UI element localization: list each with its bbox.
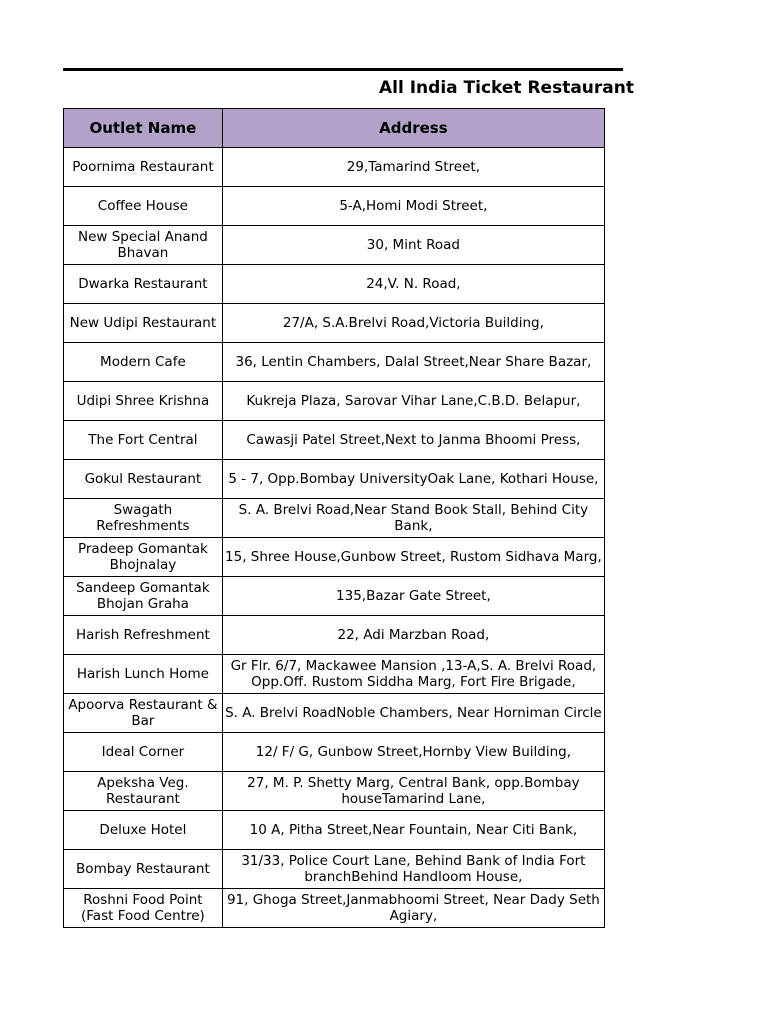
table-row — [64, 733, 605, 772]
top-border-rule — [63, 68, 623, 71]
page-title: All India Ticket Restaurant — [379, 78, 634, 98]
table-row — [64, 850, 605, 889]
address-cell: 135,Bazar Gate Street, — [222, 577, 604, 616]
table-row — [64, 265, 605, 304]
outlet-name-cell: Roshni Food Point (Fast Food Centre) — [64, 889, 223, 928]
address-cell: 31/33, Police Court Lane, Behind Bank of India Fort branchBehind Handloom House, — [222, 850, 604, 889]
table-row — [64, 499, 605, 538]
address-cell: 29,Tamarind Street, — [222, 148, 604, 187]
table-row — [64, 187, 605, 226]
table-row — [64, 694, 605, 733]
outlet-name-cell: Udipi Shree Krishna — [64, 382, 223, 421]
table-row — [64, 811, 605, 850]
address-cell: 91, Ghoga Street,Janmabhoomi Street, Near Dady Seth Agiary, — [222, 889, 604, 928]
outlet-name-cell: Apoorva Restaurant & Bar — [64, 694, 223, 733]
outlet-name-cell: Poornima Restaurant — [64, 148, 223, 187]
address-cell: S. A. Brelvi RoadNoble Chambers, Near Horniman Circle — [222, 694, 604, 733]
column-header-outlet-name: Outlet Name — [64, 109, 223, 148]
address-cell: 10 A, Pitha Street,Near Fountain, Near Citi Bank, — [222, 811, 604, 850]
table-row — [64, 226, 605, 265]
outlet-name-cell: Deluxe Hotel — [64, 811, 223, 850]
address-cell: 12/ F/ G, Gunbow Street,Hornby View Building, — [222, 733, 604, 772]
table-row — [64, 655, 605, 694]
table-row — [64, 772, 605, 811]
address-cell: 22, Adi Marzban Road, — [222, 616, 604, 655]
outlet-name-cell: Harish Lunch Home — [64, 655, 223, 694]
address-cell: 5 - 7, Opp.Bombay UniversityOak Lane, Kothari House, — [222, 460, 604, 499]
address-cell: 27, M. P. Shetty Marg, Central Bank, opp.Bombay houseTamarind Lane, — [222, 772, 604, 811]
table-row — [64, 304, 605, 343]
table-row — [64, 421, 605, 460]
table-row — [64, 538, 605, 577]
address-cell: 5-A,Homi Modi Street, — [222, 187, 604, 226]
outlet-table — [63, 108, 605, 928]
outlet-name-cell: Apeksha Veg. Restaurant — [64, 772, 223, 811]
outlet-name-cell: Ideal Corner — [64, 733, 223, 772]
outlet-name-cell: Swagath Refreshments — [64, 499, 223, 538]
address-cell: Gr Flr. 6/7, Mackawee Mansion ,13-A,S. A. Brelvi Road, Opp.Off. Rustom Siddha Marg, Fort Fire Brigade, — [222, 655, 604, 694]
outlet-name-cell: Coffee House — [64, 187, 223, 226]
address-cell: 15, Shree House,Gunbow Street, Rustom Sidhava Marg, — [222, 538, 604, 577]
table-row — [64, 616, 605, 655]
table-row — [64, 382, 605, 421]
table-row — [64, 460, 605, 499]
outlet-name-cell: The Fort Central — [64, 421, 223, 460]
address-cell: Kukreja Plaza, Sarovar Vihar Lane,C.B.D. Belapur, — [222, 382, 604, 421]
table-header-row — [64, 109, 605, 148]
outlet-name-cell: Modern Cafe — [64, 343, 223, 382]
table-row — [64, 577, 605, 616]
column-header-address: Address — [222, 109, 604, 148]
address-cell: S. A. Brelvi Road,Near Stand Book Stall, Behind City Bank, — [222, 499, 604, 538]
outlet-name-cell: Sandeep Gomantak Bhojan Graha — [64, 577, 223, 616]
outlet-name-cell: Dwarka Restaurant — [64, 265, 223, 304]
address-cell: Cawasji Patel Street,Next to Janma Bhoomi Press, — [222, 421, 604, 460]
address-cell: 27/A, S.A.Brelvi Road,Victoria Building, — [222, 304, 604, 343]
table-row — [64, 343, 605, 382]
table-row — [64, 148, 605, 187]
address-cell: 36, Lentin Chambers, Dalal Street,Near Share Bazar, — [222, 343, 604, 382]
table-row — [64, 889, 605, 928]
outlet-name-cell: Gokul Restaurant — [64, 460, 223, 499]
address-cell: 30, Mint Road — [222, 226, 604, 265]
outlet-name-cell: New Special Anand Bhavan — [64, 226, 223, 265]
outlet-name-cell: Harish Refreshment — [64, 616, 223, 655]
address-cell: 24,V. N. Road, — [222, 265, 604, 304]
outlet-name-cell: Pradeep Gomantak Bhojnalay — [64, 538, 223, 577]
outlet-name-cell: New Udipi Restaurant — [64, 304, 223, 343]
outlet-name-cell: Bombay Restaurant — [64, 850, 223, 889]
